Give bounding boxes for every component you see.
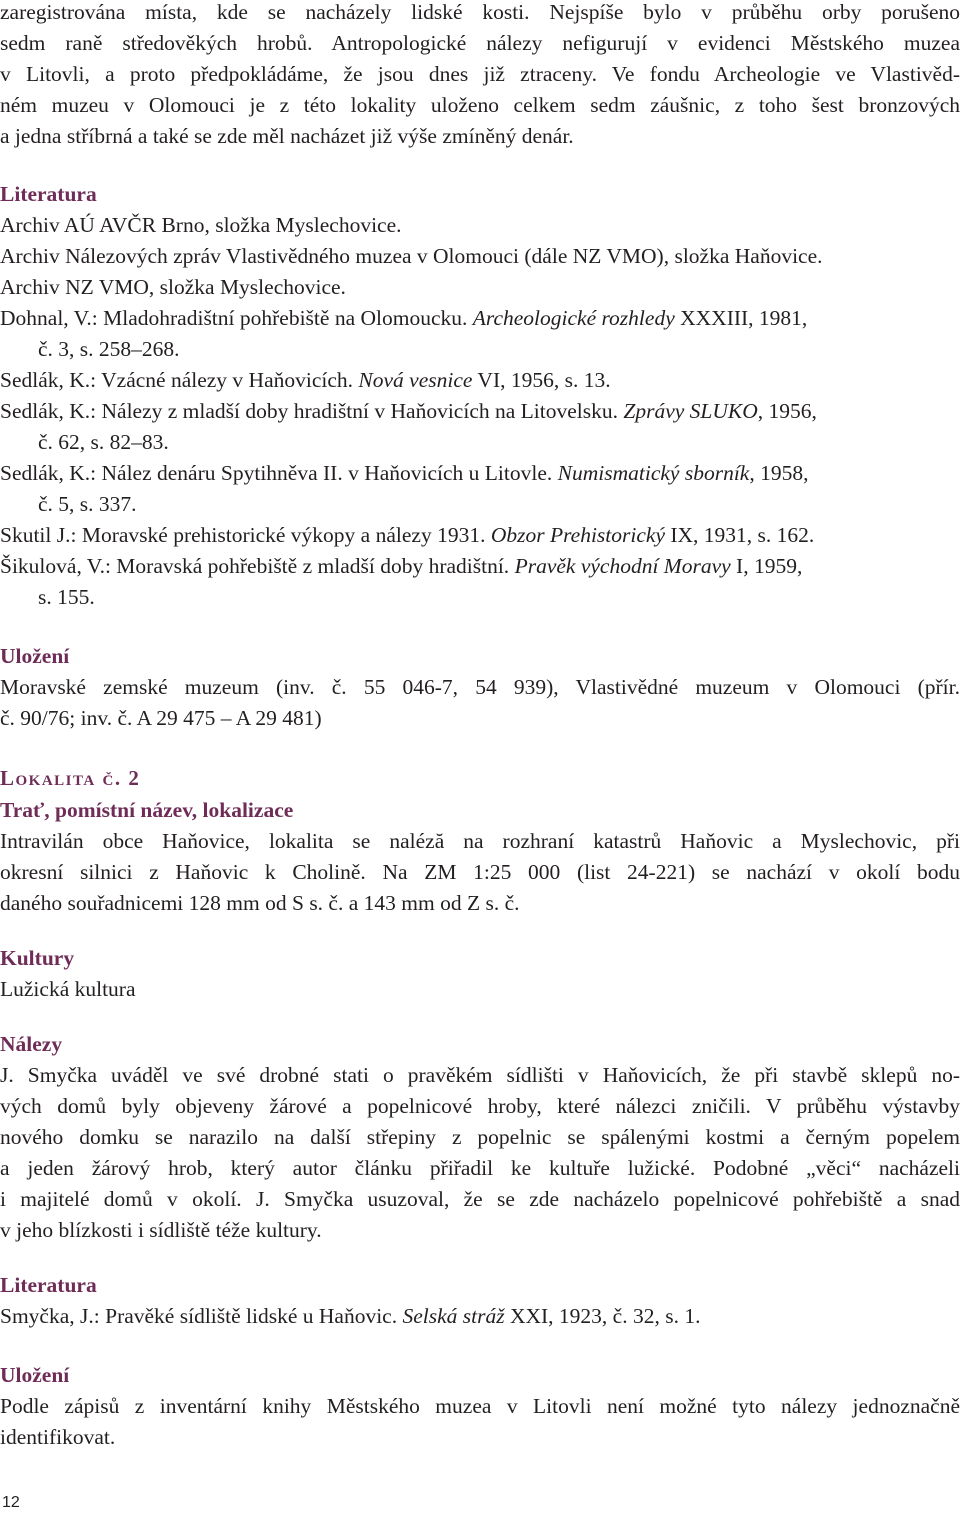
lokalita-title: Lokalita č. 2: [0, 766, 141, 790]
intro-line: zaregistrována místa, kde se nacházely lidské kosti. Nejspíše bylo v průběhu orby porušeno: [0, 0, 960, 24]
ref-tail: I, 1959,: [730, 554, 803, 578]
reference-entry: [0, 1301, 960, 1331]
trat-line: daného souřadnicemi 128 mm od S s. č. a 143 mm od Z s. č.: [0, 891, 520, 915]
nalezy-line: v jeho blízkosti i sídliště téže kultury.: [0, 1218, 322, 1242]
nalezy-line: vých domů byly objeveny žárové a popelnicové hroby, které nálezci zničili. V průběhu výstavby: [0, 1094, 960, 1118]
ulozeni-line: Podle zápisů z inventární knihy Městského muzea v Litovli není možné tyto nálezy jednoznačně: [0, 1394, 960, 1418]
intro-line: v Litovli, a proto předpokládáme, že jsou dnes již ztraceny. Ve fondu Archeologie ve Vlastivěd-: [0, 62, 960, 86]
ref-journal: Obzor Prehistorický: [490, 523, 665, 547]
section-heading-nalezy: Nálezy: [0, 1032, 63, 1056]
archive-entry: Archiv Nálezových zpráv Vlastivědného muzea v Olomouci (dále NZ VMO), složka Haňovice.: [0, 244, 823, 268]
ref-journal: Pravěk východní Moravy: [514, 554, 731, 578]
reference-entry: [0, 396, 960, 426]
section-heading-literatura-2: Literatura: [0, 1273, 97, 1297]
intro-line: ném muzeu v Olomouci je z této lokality uloženo celkem sedm záušnic, z toho šest bronzových: [0, 93, 960, 117]
ref-journal: Numismatický sborník: [557, 461, 750, 485]
section-heading-ulozeni-2: Uložení: [0, 1363, 70, 1387]
ref-author: Sedlák, K.: Vzácné nálezy v Haňovicích.: [0, 368, 359, 392]
ref-tail: , 1956,: [757, 399, 817, 423]
ref-journal: Selská stráž: [402, 1304, 505, 1328]
intro-line: sedm raně středověkých hrobů. Antropologické nálezy nefigurují v evidenci Městského muzea: [0, 31, 960, 55]
ulozeni-line: identifikovat.: [0, 1425, 116, 1449]
trat-line: okresní silnici z Haňovic k Cholině. Na ZM 1:25 000 (list 24-221) se nachází v okolí bodu: [0, 860, 960, 884]
reference-continuation: s. 155.: [38, 585, 95, 609]
reference-entry: [0, 551, 960, 581]
ref-author: Šikulová, V.: Moravská pohřebiště z mladší doby hradištní.: [0, 554, 515, 578]
ref-journal: Archeologické rozhledy: [472, 306, 675, 330]
trat-line: Intravilán obce Haňovice, lokalita se naléză na rozhraní katastrů Haňovic a Myslechovic, při: [0, 829, 960, 853]
intro-line: a jedna stříbrná a také se zde měl nacházet již výše zmíněný denár.: [0, 124, 574, 148]
archive-entry: Archiv NZ VMO, složka Myslechovice.: [0, 275, 346, 299]
reference-entry: [0, 458, 960, 488]
reference-entry: [0, 365, 960, 395]
ref-tail: IX, 1931, s. 162.: [665, 523, 815, 547]
reference-entry: [0, 303, 960, 333]
section-heading-kultury: Kultury: [0, 946, 75, 970]
ref-journal: Nová vesnice: [358, 368, 473, 392]
page-number: 12: [2, 1494, 20, 1511]
ref-author: Dohnal, V.: Mladohradištní pohřebiště na Olomoucku.: [0, 306, 473, 330]
nalezy-line: a jeden žárový hrob, který autor článku přiřadil ke kultuře lužické. Podobné „věci“ nacházeli: [0, 1156, 960, 1180]
section-heading-literatura: Literatura: [0, 182, 97, 206]
section-heading-ulozeni: Uložení: [0, 644, 70, 668]
ulozeni-line: Moravské zemské muzeum (inv. č. 55 046-7, 54 939), Vlastivědné muzeum v Olomouci (přír.: [0, 675, 960, 699]
archive-entry: Archiv AÚ AVČR Brno, složka Myslechovice.: [0, 213, 402, 237]
nalezy-line: J. Smyčka uváděl ve své drobné stati o pravěkém sídlišti v Haňovicích, že při stavbě sklepů no-: [0, 1063, 960, 1087]
ref-tail: , 1958,: [749, 461, 809, 485]
nalezy-line: nového domku se narazilo na další střepiny z popelnic se spálenými kostmi a černým popelem: [0, 1125, 960, 1149]
ref-author: Sedlák, K.: Nálezy z mladší doby hradištní v Haňovicích na Litovelsku.: [0, 399, 624, 423]
ref-tail: VI, 1956, s. 13.: [472, 368, 611, 392]
nalezy-line: i majitelé domů v okolí. J. Smyčka usuzoval, že se zde nacházelo popelnicové pohřebiště a snad: [0, 1187, 960, 1211]
kultury-value: Lužická kultura: [0, 977, 136, 1001]
reference-continuation: č. 62, s. 82–83.: [38, 430, 169, 454]
section-heading-trat: Trať, pomístní název, lokalizace: [0, 798, 294, 822]
reference-entry: [0, 520, 960, 550]
ref-tail: XXXIII, 1981,: [674, 306, 808, 330]
ref-journal: Zprávy SLUKO: [623, 399, 758, 423]
reference-continuation: č. 3, s. 258–268.: [38, 337, 180, 361]
ref-author: Skutil J.: Moravské prehistorické výkopy a nálezy 1931.: [0, 523, 491, 547]
ref-tail: XXI, 1923, č. 32, s. 1.: [504, 1304, 701, 1328]
ref-author: Smyčka, J.: Pravěké sídliště lidské u Haňovic.: [0, 1304, 403, 1328]
ref-author: Sedlák, K.: Nález denáru Spytihněva II. v Haňovicích u Litovle.: [0, 461, 558, 485]
ulozeni-line: č. 90/76; inv. č. A 29 475 – A 29 481): [0, 706, 322, 730]
reference-continuation: č. 5, s. 337.: [38, 492, 137, 516]
